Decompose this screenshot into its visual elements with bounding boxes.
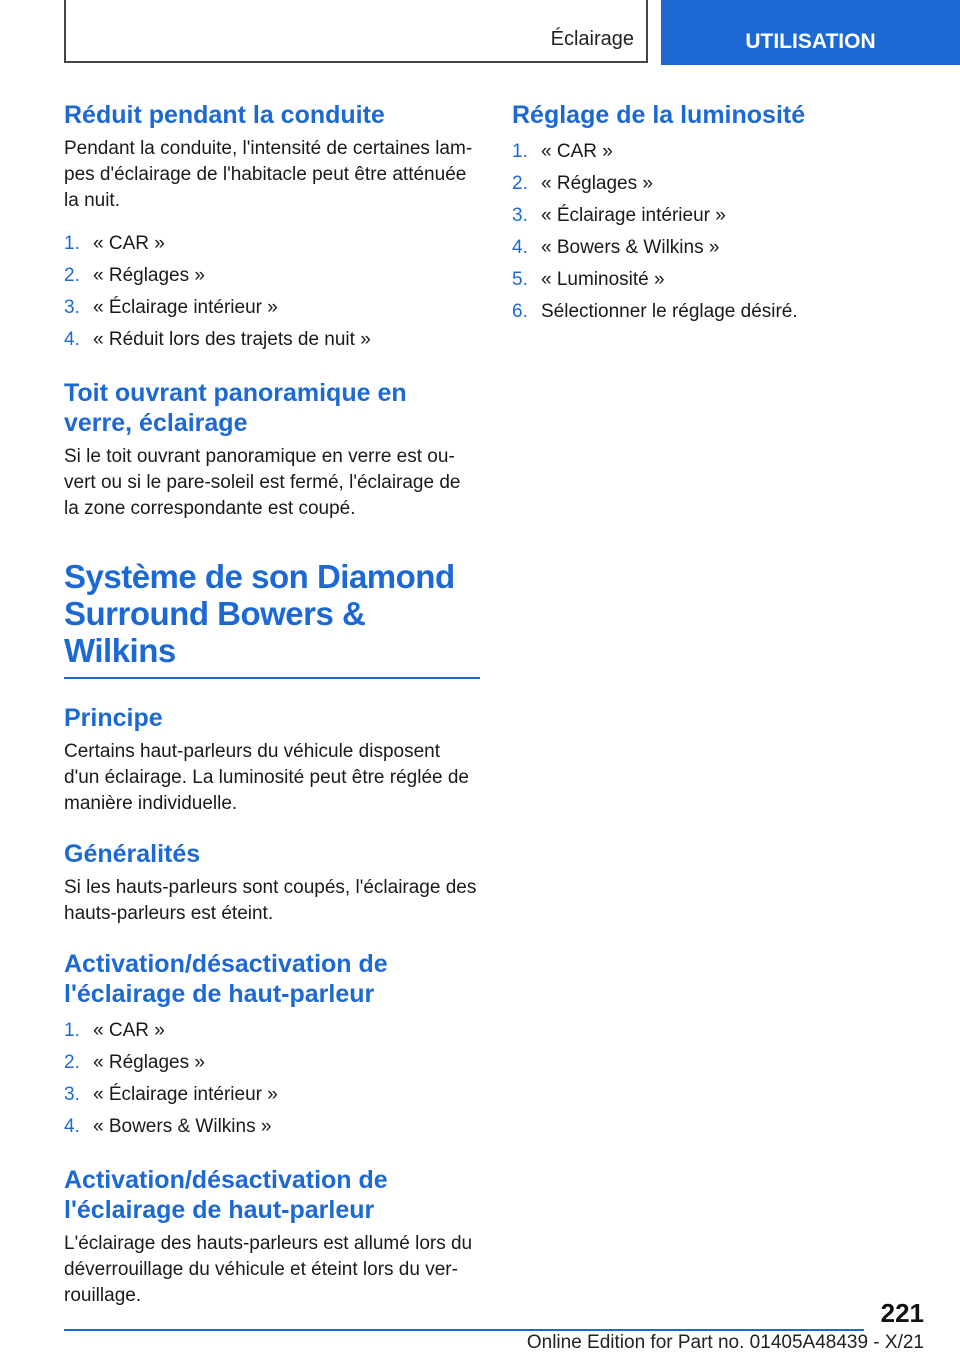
main-heading-sound-system: Système de son Diamond Surround Bowers & Wilkins [64, 558, 455, 669]
steps-activation [64, 1015, 480, 1143]
list-item [64, 1111, 480, 1143]
list-item [64, 1047, 480, 1079]
section-title-panoramic-roof: Toit ouvrant panoramique en verre, éclairage [64, 379, 407, 437]
footer-divider [64, 1329, 864, 1331]
step-text: « Luminosité » [541, 269, 665, 290]
step-text: « Éclairage intérieur » [93, 297, 278, 318]
list-item [64, 292, 480, 324]
header-section-box [64, 0, 648, 63]
steps-reduced-driving [64, 228, 480, 356]
step-text: « Réduit lors des trajets de nuit » [93, 329, 371, 350]
step-text: « CAR » [541, 141, 613, 162]
main-heading-block [64, 558, 480, 679]
step-text: « Bowers & Wilkins » [541, 237, 720, 258]
section-body-general: Si les hauts-parleurs sont coupés, l'éclairage des hauts-parleurs est éteint. [64, 877, 477, 924]
step-number: 2. [64, 265, 80, 286]
step-text: Sélectionner le réglage désiré. [541, 301, 798, 322]
section-body-panoramic-roof: Si le toit ouvrant panoramique en verre est ouvert ou si le pare-soleil est fermé, l'éclairage de la zone correspondante est coupé. [64, 446, 461, 519]
list-item [64, 324, 480, 356]
footer-edition-text: Online Edition for Part no. 01405A48439 - X/21 [526, 1332, 924, 1353]
section-title-activation-1: Activation/désactivation de l'éclairage de haut-parleur [64, 950, 388, 1008]
list-item [64, 260, 480, 292]
step-text: « Éclairage intérieur » [93, 1084, 278, 1105]
step-number: 5. [512, 269, 528, 290]
section-title-general: Généralités [64, 840, 201, 868]
list-item [64, 1079, 480, 1111]
section-title-brightness: Réglage de la luminosité [512, 101, 806, 129]
list-item [512, 296, 912, 328]
list-item [64, 228, 480, 260]
right-column [512, 100, 912, 328]
step-number: 4. [64, 1116, 80, 1137]
step-number: 4. [512, 237, 528, 258]
step-number: 3. [64, 297, 80, 318]
step-number: 1. [64, 233, 80, 254]
list-item [512, 200, 912, 232]
left-column [64, 100, 480, 1309]
step-number: 2. [512, 173, 528, 194]
header-chapter-tab: UTILISATION [661, 0, 960, 65]
section-body-activation-2: L'éclairage des hauts-parleurs est allumé lors du déverrouillage du véhicule et éteint lors du verrouillage. [64, 1233, 473, 1306]
step-number: 1. [64, 1020, 80, 1041]
step-number: 3. [512, 205, 528, 226]
step-text: « Éclairage intérieur » [541, 205, 726, 226]
step-number: 4. [64, 329, 80, 350]
section-title-activation-2: Activation/désactivation de l'éclairage de haut-parleur [64, 1166, 388, 1224]
list-item [64, 1015, 480, 1047]
step-text: « Réglages » [93, 1052, 205, 1073]
section-body-principle: Certains haut-parleurs du véhicule disposent d'un éclairage. La luminosité peut être réglée de manière individuelle. [64, 741, 470, 814]
step-text: « CAR » [93, 1020, 165, 1041]
step-text: « Réglages » [541, 173, 653, 194]
step-text: « CAR » [93, 233, 165, 254]
header-section-title: Éclairage [550, 28, 634, 50]
step-number: 3. [64, 1084, 80, 1105]
section-title-principle: Principe [64, 704, 163, 732]
list-item [512, 136, 912, 168]
page-number: 221 [880, 1298, 924, 1328]
step-text: « Réglages » [93, 265, 205, 286]
section-body-reduced-driving: Pendant la conduite, l'intensité de certaines lampes d'éclairage de l'habitacle peut être atténuée la nuit. [64, 138, 473, 211]
page-header [0, 0, 960, 66]
list-item [512, 232, 912, 264]
steps-brightness [512, 136, 912, 328]
list-item [512, 264, 912, 296]
step-number: 6. [512, 301, 528, 322]
step-number: 2. [64, 1052, 80, 1073]
section-title-reduced-driving: Réduit pendant la conduite [64, 101, 385, 129]
list-item [512, 168, 912, 200]
step-text: « Bowers & Wilkins » [93, 1116, 272, 1137]
step-number: 1. [512, 141, 528, 162]
